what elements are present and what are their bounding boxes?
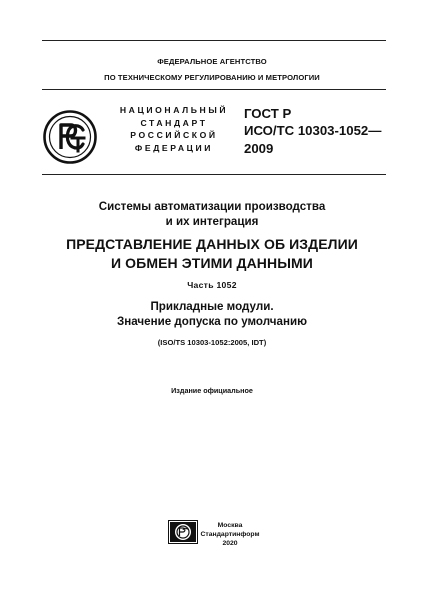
standartinform-logo-icon xyxy=(168,520,198,544)
header-rule xyxy=(42,89,386,90)
standard-rule xyxy=(42,174,386,175)
publisher-city: Москва xyxy=(217,522,243,529)
publisher-year: 2020 xyxy=(222,540,238,548)
title-line-1: Системы автоматизации производства xyxy=(98,200,326,213)
part-number: Часть 1052 xyxy=(187,280,237,290)
national-line-3: РОССИЙСКОЙ xyxy=(130,130,218,141)
main-title-line-1: ПРЕДСТАВЛЕНИЕ ДАННЫХ ОБ ИЗДЕЛИИ xyxy=(66,236,358,252)
national-line-2: СТАНДАРТ xyxy=(140,117,208,128)
national-line-1: НАЦИОНАЛЬНЫЙ xyxy=(119,105,229,115)
iso-identifier: (ISO/TS 10303-1052:2005, IDT) xyxy=(157,338,267,347)
agency-line-1: ФЕДЕРАЛЬНОЕ АГЕНТСТВО xyxy=(157,57,267,66)
gost-r-emblem-icon xyxy=(42,109,98,165)
national-standard-label xyxy=(112,104,236,154)
title-line-2: и их интеграция xyxy=(165,215,259,228)
gost-designation-line-3: 2009 xyxy=(244,140,274,156)
publisher-info xyxy=(198,521,262,549)
subtitle-line-2: Значение допуска по умолчанию xyxy=(116,315,308,328)
national-line-4: ФЕДЕРАЦИИ xyxy=(134,142,214,153)
subtitle-line-1: Прикладные модули. xyxy=(150,300,274,313)
top-rule xyxy=(42,40,386,41)
gost-designation-line-1: ГОСТ Р xyxy=(244,106,292,121)
gost-designation xyxy=(244,105,394,157)
edition-label: Издание официальное xyxy=(171,386,253,395)
publisher-name: Стандартинформ xyxy=(200,531,260,539)
gost-designation-line-2: ИСО/ТС 10303-1052— xyxy=(244,123,382,139)
main-title-line-2: И ОБМЕН ЭТИМИ ДАННЫМИ xyxy=(111,255,313,271)
agency-line-2: ПО ТЕХНИЧЕСКОМУ РЕГУЛИРОВАНИЮ И МЕТРОЛОГИИ xyxy=(104,73,320,82)
